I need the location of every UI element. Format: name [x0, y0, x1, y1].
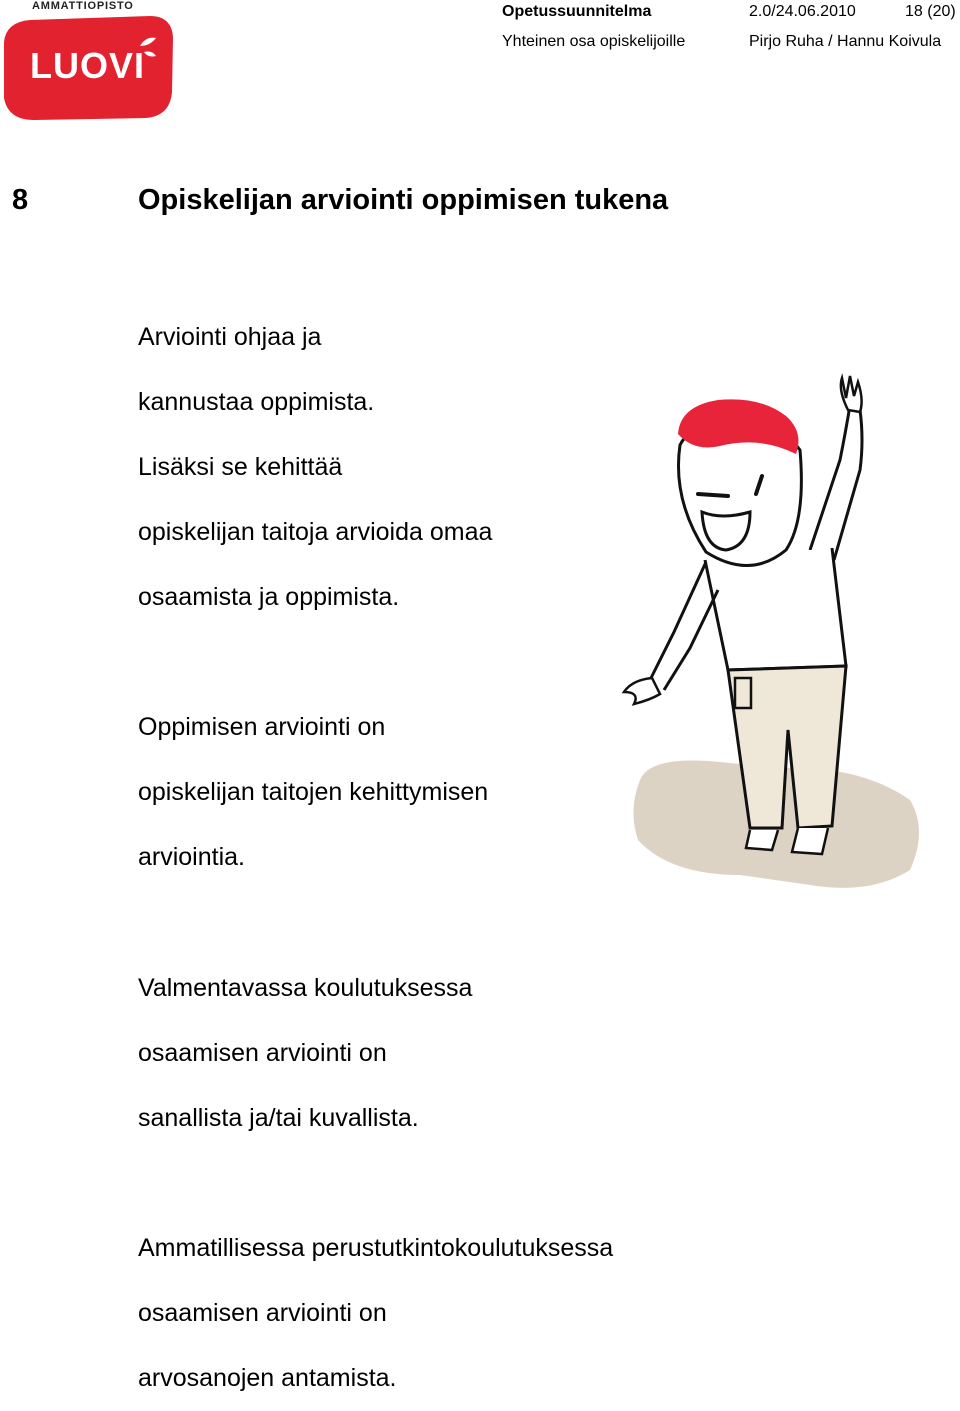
paragraph-line: Ammatillisessa perustutkintokoulutuksessa — [138, 1234, 614, 1262]
paragraph-line: osaamisen arviointi on — [138, 1299, 387, 1327]
paragraph-3 — [138, 956, 472, 1151]
doc-version: 2.0/24.06.2010 — [749, 3, 856, 20]
paragraph-line: opiskelijan taitojen kehittymisen — [138, 778, 489, 806]
paragraph-line: kannustaa oppimista. — [138, 388, 375, 416]
paragraph-line: Oppimisen arviointi on — [138, 713, 386, 741]
doc-subtitle: Yhteinen osa opiskelijoille — [502, 33, 686, 50]
paragraph-line: osaamisen arviointi on — [138, 1039, 387, 1067]
paragraph-line: sanallista ja/tai kuvallista. — [138, 1104, 419, 1132]
paragraph-line: osaamista ja oppimista. — [138, 583, 400, 611]
waving-student-illustration — [610, 370, 940, 910]
luovi-logo — [0, 0, 180, 124]
paragraph-line: Lisäksi se kehittää — [138, 453, 343, 481]
doc-title: Opetussuunnitelma — [502, 3, 652, 20]
paragraph-line: arviointia. — [138, 843, 245, 871]
logo-brand-text: LUOVI — [30, 45, 146, 86]
paragraph-line: arvosanojen antamista. — [138, 1364, 397, 1392]
paragraph-line: Valmentavassa koulutuksessa — [138, 974, 473, 1002]
paragraph-1 — [138, 305, 492, 630]
paragraph-4 — [138, 1216, 613, 1411]
section-title: Opiskelijan arviointi oppimisen tukena — [138, 184, 669, 216]
doc-authors: Pirjo Ruha / Hannu Koivula — [749, 33, 942, 50]
waving-student-icon — [610, 370, 940, 910]
paragraph-2 — [138, 695, 488, 890]
org-name: AMMATTIOPISTO — [32, 0, 134, 12]
paragraph-line: Arviointi ohjaa ja — [138, 323, 322, 351]
page-number: 18 (20) — [905, 3, 956, 20]
paragraph-line: opiskelijan taitoja arvioida omaa — [138, 518, 493, 546]
section-number: 8 — [12, 184, 29, 216]
